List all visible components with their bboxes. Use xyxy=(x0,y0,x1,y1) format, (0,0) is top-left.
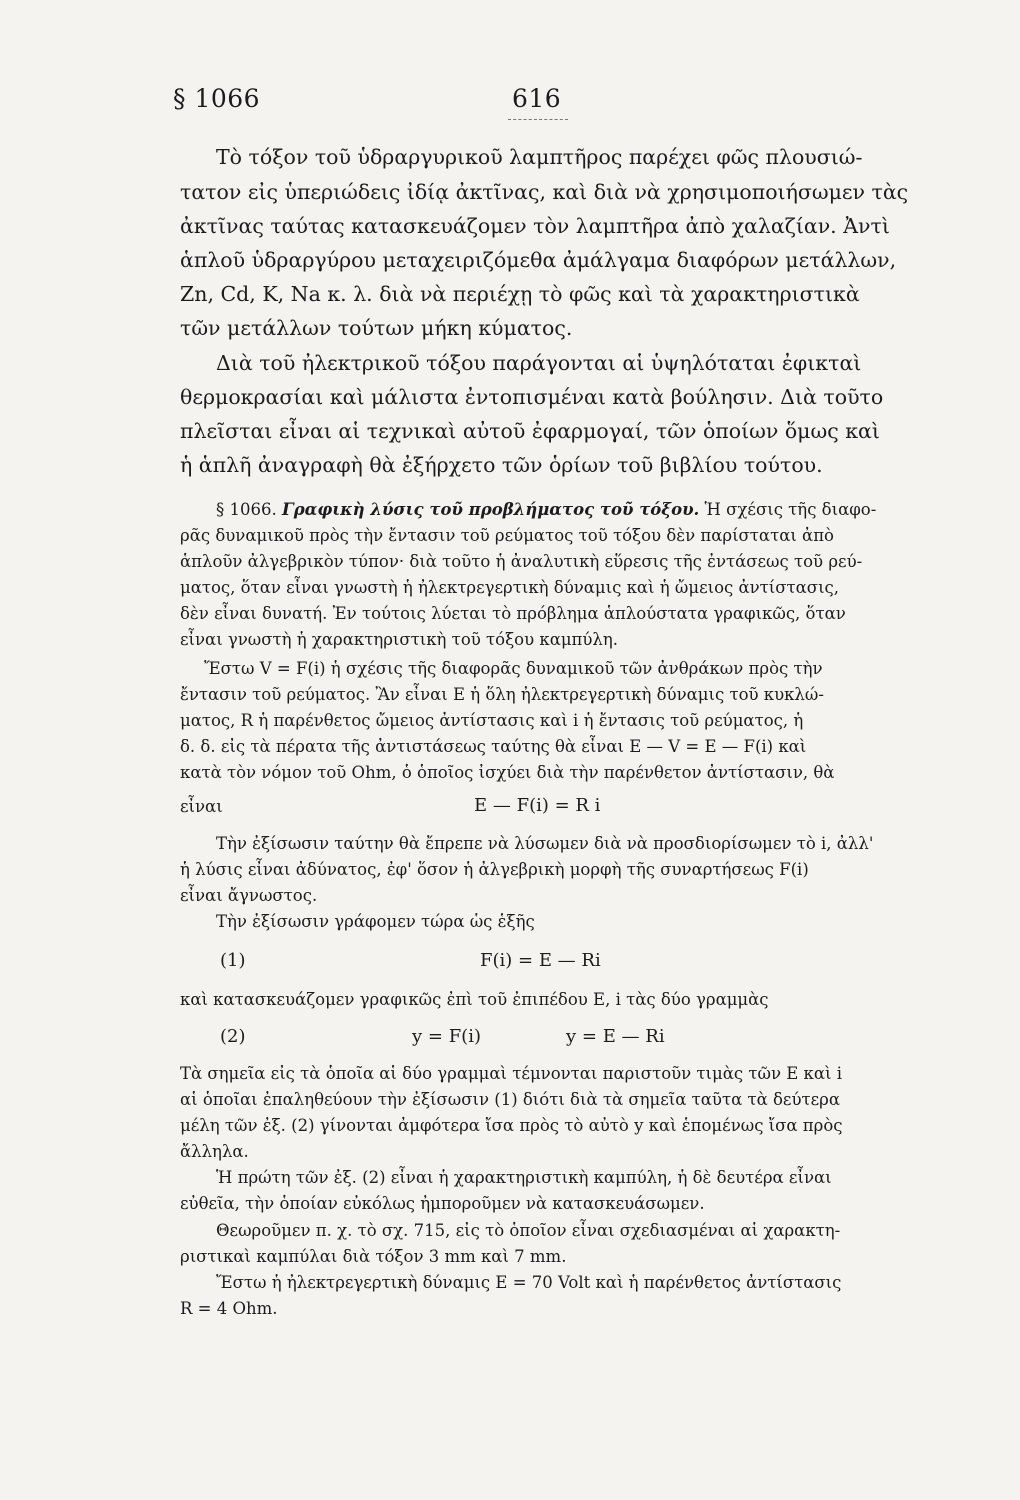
section-number: § 1066. xyxy=(216,500,277,519)
text-line: Τὴν ἐξίσωσιν γράφομεν τώρα ὡς ἑξῆς xyxy=(216,912,535,931)
section-title: Γραφικὴ λύσις τοῦ προβλήματος τοῦ τόξου. xyxy=(281,500,700,519)
text-line: ἁπλοῦν ἀλγεβρικὸν τύπον· διὰ τοῦτο ἡ ἀναλυτικὴ εὕρεσις τῆς ἐντάσεως τοῦ ρεύ- xyxy=(180,552,863,571)
text-line: Διὰ τοῦ ἠλεκτρικοῦ τόξου παράγονται αἱ ὑψηλόταται ἐφικταὶ xyxy=(216,351,862,375)
text-line: εἶναι ἄγνωστος. xyxy=(180,886,318,905)
text-line: εἶναι γνωστὴ ἡ χαρακτηριστικὴ τοῦ τόξου καμπύλη. xyxy=(180,630,619,649)
text-line: ρᾶς δυναμικοῦ πρὸς τὴν ἔντασιν τοῦ ρεύματος τοῦ τόξου δὲν παρίσταται ἀπὸ xyxy=(180,526,834,545)
text-line: δὲν εἶναι δυνατή. Ἐν τούτοις λύεται τὸ πρόβλημα ἁπλούστατα γραφικῶς, ὅταν xyxy=(180,604,846,623)
text-line: πλεῖσται εἶναι αἱ τεχνικαὶ αὐτοῦ ἐφαρμογαί, τῶν ὁποίων ὅμως καὶ xyxy=(180,419,880,443)
text-line: Ἔστω V = F(i) ἡ σχέσις τῆς διαφορᾶς δυναμικοῦ τῶν ἀνθράκων πρὸς τὴν xyxy=(204,659,823,678)
text-line: τῶν μετάλλων τούτων μήκη κύματος. xyxy=(180,316,573,340)
text-line: ματος, R ἡ παρένθετος ὤμειος ἀντίστασις καὶ i ἡ ἔντασις τοῦ ρεύματος, ἡ xyxy=(180,711,804,730)
equation-1-label: (1) xyxy=(220,950,246,971)
text-line: ἀκτῖνας ταύτας κατασκευάζομεν τὸν λαμπτῆρα ἀπὸ χαλαζίαν. Ἀντὶ xyxy=(180,214,890,238)
text-line: Τὴν ἐξίσωσιν ταύτην θὰ ἔπρεπε νὰ λύσωμεν διὰ νὰ προσδιορίσωμεν τὸ i, ἀλλ' xyxy=(216,834,874,853)
text-line: θερμοκρασίαι καὶ μάλιστα ἐντοπισμέναι κατὰ βούλησιν. Διὰ τοῦτο xyxy=(180,385,884,409)
text-line: ριστικαὶ καμπύλαι διὰ τόξον 3 mm καὶ 7 mm. xyxy=(180,1247,567,1266)
equation-main: E — F(i) = R i xyxy=(474,795,601,816)
equation-2b: y = E — Ri xyxy=(566,1026,665,1047)
text-line: ἡ ἁπλῆ ἀναγραφὴ θὰ ἐξήρχετο τῶν ὁρίων τοῦ βιβλίου τούτου. xyxy=(180,453,823,477)
text-line: κατὰ τὸν νόμον τοῦ Ohm, ὁ ὁποῖος ἰσχύει διὰ τὴν παρένθετον ἀντίστασιν, θὰ xyxy=(180,763,835,782)
section-header: § 1066 xyxy=(173,84,261,113)
text-line: Ἡ πρώτη τῶν ἐξ. (2) εἶναι ἡ χαρακτηριστικὴ καμπύλη, ἡ δὲ δευτέρα εἶναι xyxy=(216,1168,832,1187)
text-line: Zn, Cd, K, Na κ. λ. διὰ νὰ περιέχῃ τὸ φῶς καὶ τὰ χαρακτηριστικὰ xyxy=(180,282,860,306)
text-line: ἔντασιν τοῦ ρεύματος. Ἂν εἶναι E ἡ ὅλη ἠλεκτρεγερτικὴ δύναμις τοῦ κυκλώ- xyxy=(180,685,824,704)
equation-1: F(i) = E — Ri xyxy=(480,950,601,971)
equation-2a: y = F(i) xyxy=(412,1026,481,1047)
text-line: Τὰ σημεῖα εἰς τὰ ὁποῖα αἱ δύο γραμμαὶ τέμνονται παριστοῦν τιμὰς τῶν E καὶ i xyxy=(180,1064,842,1083)
text-line: Θεωροῦμεν π. χ. τὸ σχ. 715, εἰς τὸ ὁποῖον εἶναι σχεδιασμέναι αἱ χαρακτη- xyxy=(216,1221,841,1240)
header-rule xyxy=(508,119,568,120)
text-line: δ. δ. εἰς τὰ πέρατα τῆς ἀντιστάσεως ταύτης θὰ εἶναι E — V = E — F(i) καὶ xyxy=(180,737,807,756)
text-line: εὐθεῖα, τὴν ὁποίαν εὐκόλως ἠμποροῦμεν νὰ κατασκευάσωμεν. xyxy=(180,1194,705,1213)
text-line: Τὸ τόξον τοῦ ὑδραργυρικοῦ λαμπτῆρος παρέχει φῶς πλουσιώ- xyxy=(216,145,863,169)
page-number: 616 xyxy=(512,84,562,113)
text-line: εἶναι xyxy=(180,797,223,816)
text-line: τατον εἰς ὑπεριώδεις ἰδίᾳ ἀκτῖνας, καὶ διὰ νὰ χρησιμοποιήσωμεν τὰς xyxy=(180,180,909,204)
text-line: R = 4 Ohm. xyxy=(180,1299,278,1318)
text-line: ἁπλοῦ ὑδραργύρου μεταχειριζόμεθα ἀμάλγαμα διαφόρων μετάλλων, xyxy=(180,248,897,272)
text-line: καὶ κατασκευάζομεν γραφικῶς ἐπὶ τοῦ ἐπιπέδου E, i τὰς δύο γραμμὰς xyxy=(180,990,769,1009)
text-line: ἄλληλα. xyxy=(180,1142,249,1161)
section-heading-line xyxy=(216,500,876,519)
text-line: ἡ λύσις εἶναι ἀδύνατος, ἐφ' ὅσον ἡ ἀλγεβρικὴ μορφὴ τῆς συναρτήσεως F(i) xyxy=(180,860,809,879)
text-line: αἱ ὁποῖαι ἐπαληθεύουν τὴν ἐξίσωσιν (1) διότι διὰ τὰ σημεῖα ταῦτα τὰ δεύτερα xyxy=(180,1090,840,1109)
text-fragment: Ἡ σχέσις τῆς διαφο- xyxy=(704,500,877,519)
text-line: μέλη τῶν ἐξ. (2) γίνονται ἀμφότερα ἴσα πρὸς τὸ αὐτὸ y καὶ ἑπομένως ἴσα πρὸς xyxy=(180,1116,843,1135)
text-line: Ἔστω ἡ ἠλεκτρεγερτικὴ δύναμις E = 70 Volt καὶ ἡ παρένθετος ἀντίστασις xyxy=(216,1273,842,1292)
text-line: ματος, ὅταν εἶναι γνωστὴ ἡ ἠλεκτρεγερτικὴ δύναμις καὶ ἡ ὤμειος ἀντίστασις, xyxy=(180,578,840,597)
equation-2-label: (2) xyxy=(220,1026,246,1047)
